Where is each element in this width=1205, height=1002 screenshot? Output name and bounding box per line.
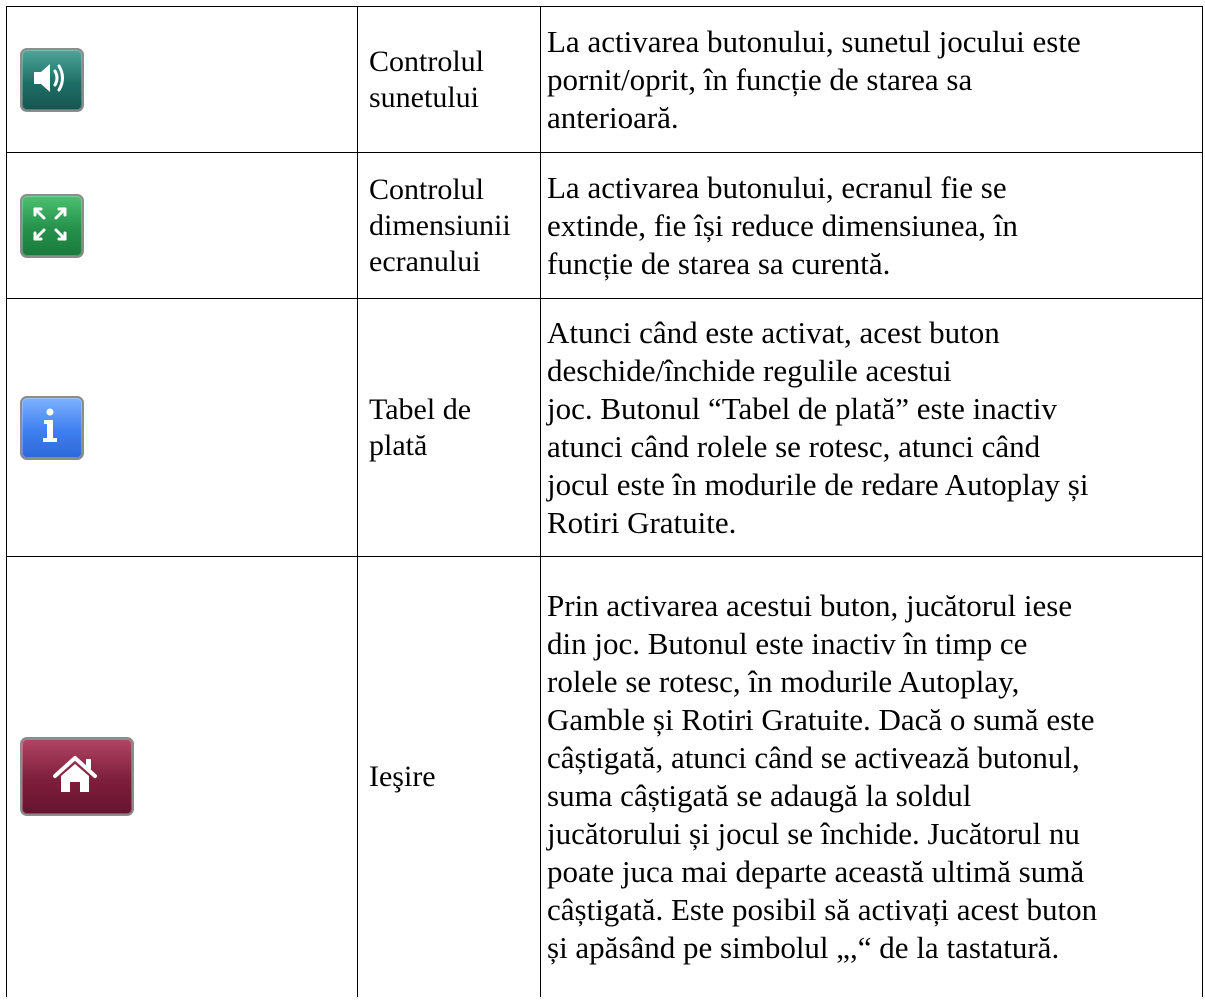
button-name-cell <box>358 299 541 557</box>
description-line: La activarea butonului, ecranul fie se <box>547 169 1007 205</box>
table-row-info <box>7 299 1203 557</box>
description-line: din joc. Butonul este inactiv în timp ce <box>547 625 1028 661</box>
description-line: câștigată. Este posibil să activați acest buton <box>547 891 1098 927</box>
fullscreen-button <box>20 194 84 258</box>
description-line: anterioară. <box>547 99 679 135</box>
rules-table <box>6 6 1203 997</box>
sound-button <box>20 48 84 112</box>
description-line: Rotiri Gratuite. <box>547 504 737 540</box>
description-line: și apăsând pe simbolul „,“ de la tastatură. <box>547 929 1060 965</box>
description-line: jucătorului și jocul se închide. Jucătorul nu <box>547 815 1080 851</box>
table-row-exit <box>7 557 1203 997</box>
speaker-icon <box>22 50 78 106</box>
icon-cell <box>7 299 358 557</box>
description-line: jocul este în modurile de redare Autoplay și <box>547 466 1089 502</box>
description-line: Atunci când este activat, acest buton <box>547 314 1000 350</box>
info-icon <box>22 398 78 454</box>
description-line: poate juca mai departe această ultimă sumă <box>547 853 1085 889</box>
button-name-line: ecranului <box>369 244 481 278</box>
description-cell <box>541 153 1203 299</box>
button-name-line: Ieşire <box>369 759 436 793</box>
button-name-cell <box>358 153 541 299</box>
icon-cell <box>7 7 358 153</box>
description-line: câștigată, atunci când se activează butonul, <box>547 739 1080 775</box>
button-name-line: Controlul <box>369 172 485 206</box>
description-line: atunci când rolele se rotesc, atunci când <box>547 428 1041 464</box>
icon-cell <box>7 153 358 299</box>
description-line: deschide/închide regulile acestui <box>547 352 952 388</box>
description-line: suma câștigată se adaugă la soldul <box>547 777 972 813</box>
description-cell <box>541 7 1203 153</box>
description-line: funcție de starea sa curentă. <box>547 245 891 281</box>
description-line: extinde, fie își reduce dimensiunea, în <box>547 207 1018 243</box>
icon-cell <box>7 557 358 997</box>
button-name-line: Controlul <box>369 44 485 78</box>
fullscreen-icon <box>22 196 78 252</box>
button-name-line: plată <box>369 428 428 462</box>
description-line: pornit/oprit, în funcție de starea sa <box>547 61 973 97</box>
button-name-line: dimensiunii <box>369 208 511 242</box>
home-button <box>20 737 134 816</box>
button-name-line: Tabel de <box>369 392 472 426</box>
description-cell <box>541 299 1203 557</box>
table-row-sound <box>7 7 1203 153</box>
button-name-cell <box>358 557 541 997</box>
description-line: Prin activarea acestui buton, jucătorul iese <box>547 587 1073 623</box>
description-line: rolele se rotesc, în modurile Autoplay, <box>547 663 1020 699</box>
description-cell <box>541 557 1203 997</box>
table-row-fullscreen <box>7 153 1203 299</box>
button-name-line: sunetului <box>369 80 479 114</box>
description-line: Gamble și Rotiri Gratuite. Dacă o sumă este <box>547 701 1095 737</box>
home-icon <box>22 739 128 810</box>
description-line: La activarea butonului, sunetul jocului este <box>547 23 1081 59</box>
description-line: joc. Butonul “Tabel de plată” este inactiv <box>547 390 1058 426</box>
info-button <box>20 396 84 460</box>
button-name-cell <box>358 7 541 153</box>
